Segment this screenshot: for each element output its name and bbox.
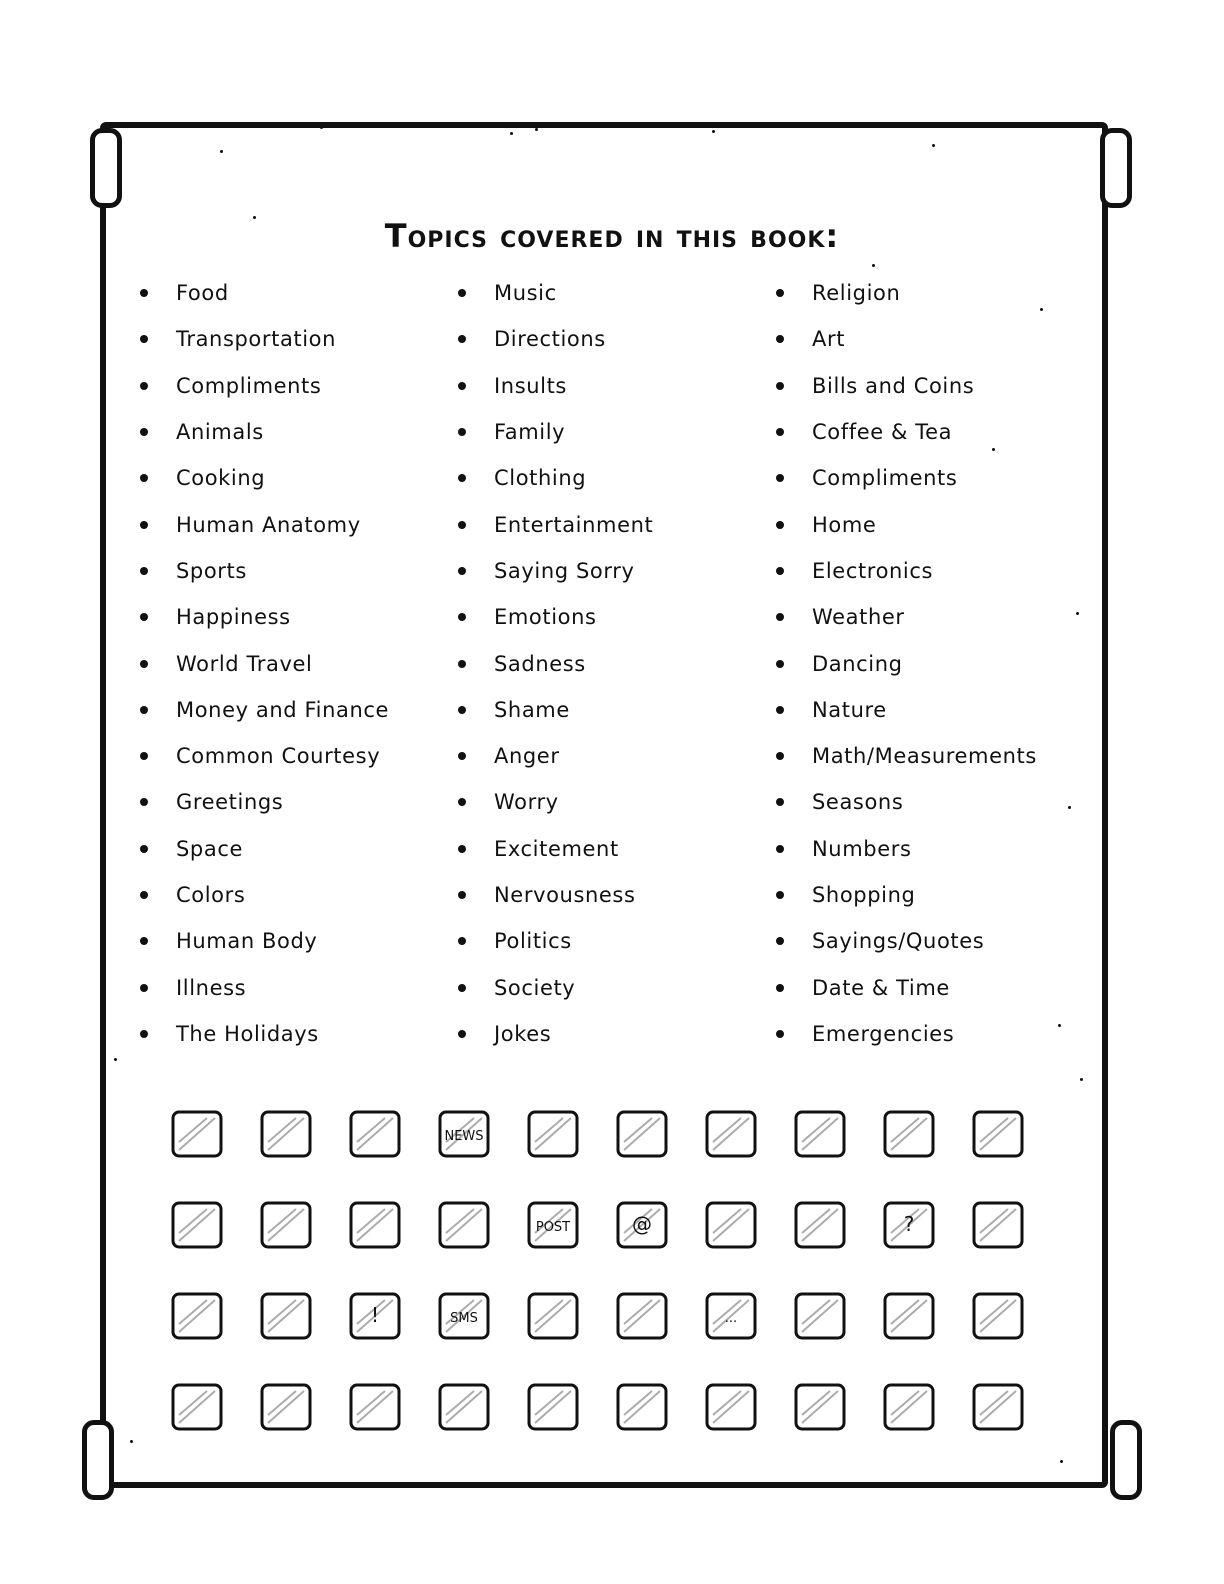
list-item [138, 455, 438, 501]
topic-label: Colors [176, 883, 246, 907]
bullet-icon [140, 335, 148, 343]
page-title: Topics covered in this book: [384, 217, 840, 256]
thumbs-up-icon [152, 1361, 241, 1452]
open-envelope-icon [864, 1361, 953, 1452]
bullet-icon [776, 428, 784, 436]
topic-label: Bills and Coins [812, 373, 975, 398]
bullet-icon [140, 891, 148, 899]
topic-label: Excitement [494, 836, 619, 861]
topic-label: Family [494, 420, 566, 445]
list-item [456, 779, 756, 825]
list-item [456, 826, 756, 872]
radio-tower-icon [775, 1270, 864, 1361]
svg-text:?: ? [903, 1211, 914, 1236]
topic-label: Animals [176, 420, 264, 445]
scroll-curl-bottom-right [1110, 1420, 1142, 1500]
topic-label: Home [812, 512, 877, 537]
bullet-icon [140, 752, 148, 760]
list-item [774, 409, 1074, 455]
checklist-icon [686, 1088, 775, 1179]
topic-label: Directions [494, 327, 606, 352]
pencil-icon [241, 1088, 330, 1179]
topic-label: Food [176, 281, 229, 306]
list-item [456, 964, 756, 1010]
bullet-icon [458, 660, 466, 668]
list-item [774, 455, 1074, 501]
bullet-icon [776, 474, 784, 482]
envelope-alert-icon [330, 1270, 419, 1361]
topic-label: Clothing [494, 466, 587, 491]
topic-label: Emotions [494, 605, 597, 630]
bullet-icon [140, 937, 148, 945]
topic-label: Religion [812, 281, 901, 306]
post-hand-icon [508, 1179, 597, 1270]
list-item [774, 1011, 1074, 1057]
topic-label: Sadness [494, 651, 586, 676]
topic-label: Music [494, 281, 557, 306]
bullet-icon [458, 382, 466, 390]
topics-column-3 [774, 270, 1074, 1057]
list-item [774, 640, 1074, 686]
web-page-icon [419, 1179, 508, 1270]
topic-label: Math/Measurements [812, 744, 1037, 769]
topic-label: Seasons [812, 790, 904, 815]
bullet-icon [140, 382, 148, 390]
bullet-icon [458, 937, 466, 945]
person-question-icon [864, 1179, 953, 1270]
chat-bubbles-icon [508, 1361, 597, 1452]
list-item [774, 918, 1074, 964]
topic-label: Weather [812, 605, 905, 630]
studio-mic-icon [864, 1270, 953, 1361]
bullet-icon [140, 1030, 148, 1038]
bullet-icon [140, 660, 148, 668]
list-item [138, 501, 438, 547]
person-phone-icon [864, 1088, 953, 1179]
list-item [138, 270, 438, 316]
list-item [774, 779, 1074, 825]
fax-icon [508, 1088, 597, 1179]
address-book-icon [241, 1361, 330, 1452]
bullet-icon [776, 845, 784, 853]
bullet-icon [140, 845, 148, 853]
microphone-icon [953, 1088, 1042, 1179]
topic-label: Politics [494, 929, 572, 954]
topic-label: Saying Sorry [494, 558, 635, 583]
bullet-icon [776, 706, 784, 714]
bullet-icon [776, 1030, 784, 1038]
arrows-icon [152, 1270, 241, 1361]
topic-label: Nature [812, 697, 887, 722]
bullet-icon [776, 984, 784, 992]
bullet-icon [458, 891, 466, 899]
list-item [774, 826, 1074, 872]
topic-label: Coffee & Tea [812, 420, 953, 445]
globe-icon [953, 1270, 1042, 1361]
bullet-icon [776, 335, 784, 343]
list-item [138, 1011, 438, 1057]
headphones-icon [330, 1361, 419, 1452]
list-item [774, 594, 1074, 640]
bullet-icon [140, 474, 148, 482]
sms-phone-icon [419, 1270, 508, 1361]
bullet-icon [140, 289, 148, 297]
topic-label: Shopping [812, 883, 916, 907]
list-item [774, 548, 1074, 594]
topics-column-2 [456, 270, 756, 1057]
topic-label: Dancing [812, 651, 903, 676]
list-item [774, 733, 1074, 779]
group-icon [686, 1361, 775, 1452]
topic-label: Common Courtesy [176, 744, 381, 769]
topic-label: Sayings/Quotes [812, 929, 985, 954]
list-item [138, 918, 438, 964]
topic-label: Human Body [176, 929, 318, 954]
bullet-icon [140, 613, 148, 621]
bullet-icon [776, 660, 784, 668]
radio-icon [330, 1088, 419, 1179]
list-item [456, 733, 756, 779]
bullet-icon [776, 521, 784, 529]
list-item [456, 270, 756, 316]
list-item [456, 316, 756, 362]
bullet-icon [140, 567, 148, 575]
topic-label: Human Anatomy [176, 512, 361, 537]
topic-label: Entertainment [494, 512, 654, 537]
bullet-icon [140, 521, 148, 529]
topic-label: Worry [494, 790, 559, 815]
bullet-icon [140, 798, 148, 806]
bullet-icon [140, 428, 148, 436]
list-item [456, 640, 756, 686]
topic-label: Emergencies [812, 1021, 955, 1046]
list-item [138, 779, 438, 825]
topic-label: Money and Finance [176, 697, 390, 722]
topic-label: Space [176, 836, 243, 861]
at-sign-icon [597, 1179, 686, 1270]
megaphone-shout-icon [686, 1179, 775, 1270]
list-item [774, 270, 1074, 316]
bullet-icon [458, 984, 466, 992]
icon-grid [152, 1088, 1042, 1452]
bullet-icon [458, 474, 466, 482]
topic-label: World Travel [176, 651, 313, 676]
bullet-icon [458, 567, 466, 575]
topic-label: Numbers [812, 836, 912, 861]
svg-text:NEWS: NEWS [443, 1128, 484, 1144]
list-item [138, 826, 438, 872]
bullet-icon [140, 984, 148, 992]
list-item [774, 501, 1074, 547]
list-item [456, 1011, 756, 1057]
rss-icon [953, 1361, 1042, 1452]
bullet-icon [458, 752, 466, 760]
bullet-icon [776, 289, 784, 297]
scroll-curl-top-right [1100, 128, 1132, 208]
telephone-icon [775, 1179, 864, 1270]
list-item [456, 687, 756, 733]
chat-tablet-icon [152, 1179, 241, 1270]
bullet-icon [458, 335, 466, 343]
list-item [138, 640, 438, 686]
svg-text:POST: POST [535, 1219, 570, 1235]
topic-label: The Holidays [176, 1021, 319, 1046]
bullet-icon [776, 613, 784, 621]
topic-label: Date & Time [812, 975, 950, 1000]
topic-label: Nervousness [494, 883, 636, 907]
list-item [138, 733, 438, 779]
bullet-icon [776, 567, 784, 575]
topic-label: Electronics [812, 558, 934, 583]
topic-label: Cooking [176, 466, 266, 491]
bullet-icon [776, 752, 784, 760]
bullet-icon [458, 428, 466, 436]
list-item [456, 501, 756, 547]
list-item [138, 872, 438, 918]
bullet-icon [458, 706, 466, 714]
svg-text:...: ... [724, 1310, 737, 1326]
topic-label: Compliments [812, 466, 958, 491]
smartphone-call-icon [241, 1179, 330, 1270]
list-item [456, 455, 756, 501]
share-icon [597, 1270, 686, 1361]
bullet-icon [458, 613, 466, 621]
bullet-icon [776, 937, 784, 945]
satellite-transfer-icon [330, 1179, 419, 1270]
list-item [774, 687, 1074, 733]
bullet-icon [140, 706, 148, 714]
news-tv-icon [419, 1088, 508, 1179]
list-item [138, 687, 438, 733]
topic-label: Happiness [176, 605, 291, 630]
list-item [774, 363, 1074, 409]
bullet-icon [458, 1030, 466, 1038]
scroll-curl-top-left [90, 128, 122, 208]
list-item [774, 872, 1074, 918]
list-item [774, 964, 1074, 1010]
topic-label: Jokes [494, 1021, 552, 1046]
list-item [456, 363, 756, 409]
bullet-icon [776, 891, 784, 899]
bullet-icon [776, 382, 784, 390]
list-item [456, 409, 756, 455]
list-item [138, 594, 438, 640]
support-call-icon [597, 1361, 686, 1452]
topic-label: Illness [176, 975, 247, 1000]
topic-label: Transportation [176, 327, 337, 352]
topic-label: Compliments [176, 373, 322, 398]
topic-label: Sports [176, 558, 247, 583]
list-item [138, 548, 438, 594]
list-item [138, 409, 438, 455]
list-item [456, 918, 756, 964]
list-item [138, 316, 438, 362]
antenna-icon [419, 1361, 508, 1452]
svg-text:SMS: SMS [449, 1310, 478, 1326]
list-item [138, 363, 438, 409]
mobile-phone-icon [508, 1270, 597, 1361]
topics-column-1 [138, 270, 438, 1057]
bullet-icon [458, 521, 466, 529]
bullet-icon [458, 845, 466, 853]
list-item [456, 872, 756, 918]
topic-label: Society [494, 975, 576, 1000]
topic-label: Greetings [176, 790, 284, 815]
bullet-icon [458, 798, 466, 806]
bullet-icon [776, 798, 784, 806]
bullhorn-icon [953, 1179, 1042, 1270]
list-item [456, 594, 756, 640]
satellite-dish-icon [597, 1088, 686, 1179]
svg-text:!: ! [370, 1302, 379, 1327]
list-item [774, 316, 1074, 362]
list-item [456, 548, 756, 594]
bird-icon [775, 1361, 864, 1452]
svg-text:@: @ [631, 1211, 652, 1236]
topic-label: Shame [494, 697, 570, 722]
scroll-curl-bottom-left [82, 1420, 114, 1500]
topic-label: Anger [494, 744, 560, 769]
list-item [138, 964, 438, 1010]
person-sign-icon [775, 1088, 864, 1179]
chat-people-icon [152, 1088, 241, 1179]
conversation-icon [241, 1270, 330, 1361]
bullet-icon [458, 289, 466, 297]
topic-label: Insults [494, 373, 567, 398]
topic-label: Art [812, 327, 846, 352]
speech-bubble-icon [686, 1270, 775, 1361]
